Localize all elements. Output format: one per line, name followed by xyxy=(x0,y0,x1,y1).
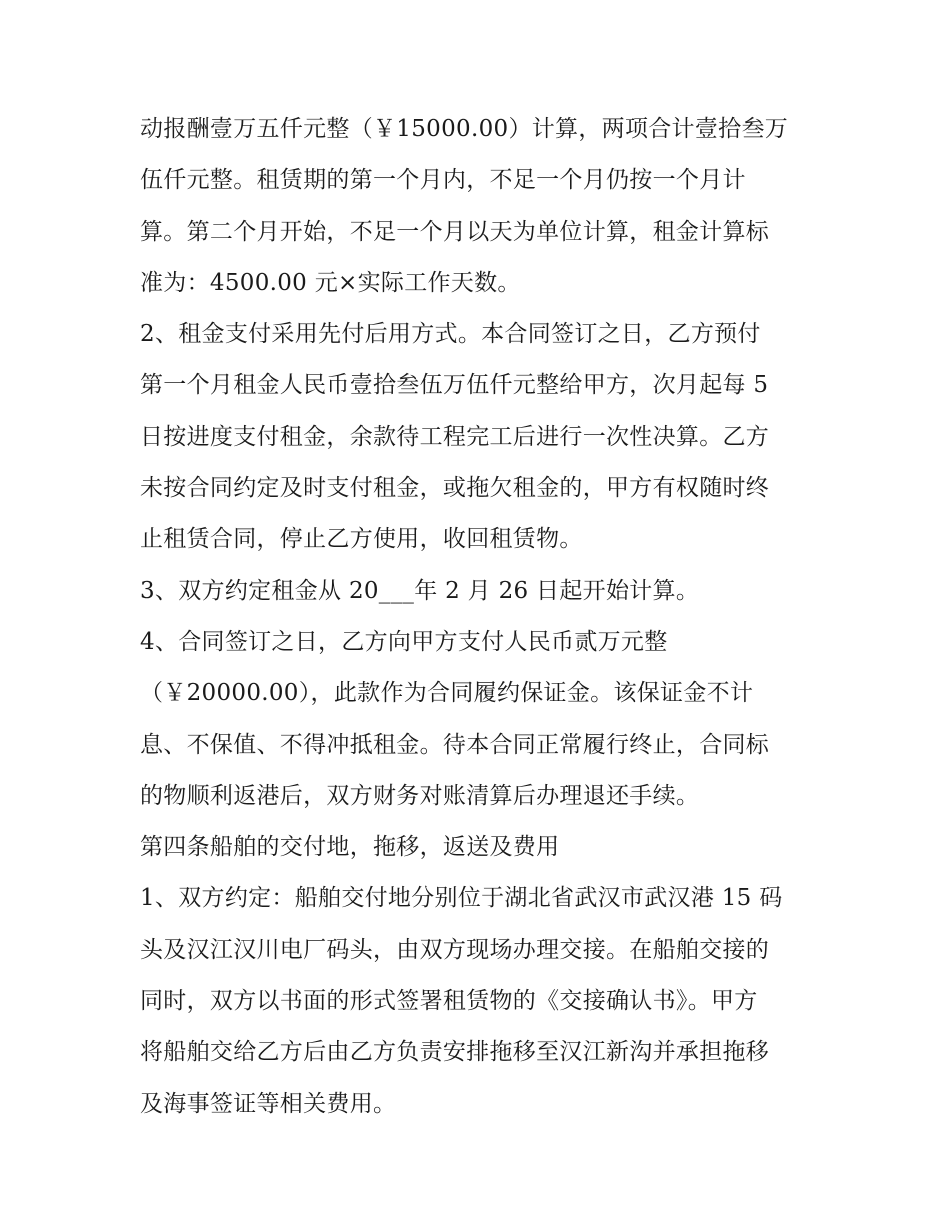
text-line: 算。第二个月开始，不足一个月以天为单位计算，租金计算标 xyxy=(140,218,770,245)
text-line: 准为：4500.00 元×实际工作天数。 xyxy=(140,269,521,296)
clause-2-line: 2、租金支付采用先付后用方式。本合同签订之日，乙方预付 xyxy=(140,321,761,348)
text-line: 第一个月租金人民币壹拾叁伍万伍仟元整给甲方，次月起每 5 xyxy=(140,372,769,399)
document-body xyxy=(140,104,820,1130)
text-line: 同时，双方以书面的形式签署租赁物的《交接确认书》。甲方 xyxy=(140,988,758,1015)
text-line: 日按进度支付租金，余款待工程完工后进行一次性决算。乙方 xyxy=(140,423,770,450)
text-line: 及海事签证等相关费用。 xyxy=(140,1090,397,1117)
text-line: 息、不保值、不得冲抵租金。待本合同正常履行终止，合同标 xyxy=(140,731,770,758)
section-heading: 第四条船舶的交付地，拖移，返送及费用 xyxy=(140,834,560,861)
text-line: 动报酬壹万五仟元整（￥15000.00）计算，两项合计壹拾叁万 xyxy=(140,116,789,142)
text-line: 的物顺利返港后，双方财务对账清算后办理退还手续。 xyxy=(140,782,700,809)
clause-4-line: 4、合同签订之日，乙方向甲方支付人民币贰万元整 xyxy=(140,628,668,655)
text-line: 止租赁合同，停止乙方使用，收回租赁物。 xyxy=(140,526,583,553)
clause-3-line: 3、双方约定租金从 20___年 2 月 26 日起开始计算。 xyxy=(140,577,700,604)
text-line: （￥20000.00），此款作为合同履约保证金。该保证金不计 xyxy=(140,680,754,707)
text-line: 未按合同约定及时支付租金，或拖欠租金的，甲方有权随时终 xyxy=(140,475,770,502)
text-line: 伍仟元整。租赁期的第一个月内，不足一个月仍按一个月计 xyxy=(140,167,746,194)
text-line: 头及汉江汉川电厂码头，由双方现场办理交接。在船舶交接的 xyxy=(140,936,770,963)
text-line: 将船舶交给乙方后由乙方负责安排拖移至汉江新沟并承担拖移 xyxy=(140,1039,770,1066)
clause-1-line: 1、双方约定：船舶交付地分别位于湖北省武汉市武汉港 15 码 xyxy=(140,885,783,912)
